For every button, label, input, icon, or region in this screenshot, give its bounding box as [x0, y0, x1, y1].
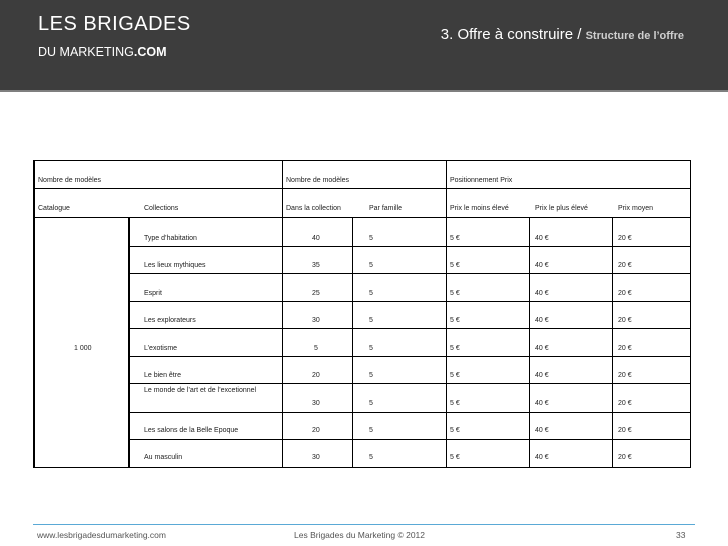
grid-line — [129, 356, 690, 357]
row-dans-collection: 30 — [312, 400, 320, 407]
brand-line2 — [38, 44, 191, 60]
grid-line — [446, 161, 447, 467]
row-prix-max: 40 € — [535, 345, 549, 352]
row-prix-max: 40 € — [535, 427, 549, 434]
row-dans-collection: 20 — [312, 427, 320, 434]
grid-line — [129, 412, 690, 413]
slide-title-main: 3. Offre à construire / — [440, 26, 586, 43]
row-par-famille: 5 — [369, 317, 373, 324]
row-prix-max: 40 € — [535, 454, 549, 461]
row-prix-moyen: 20 € — [618, 235, 632, 242]
row-dans-collection: 20 — [312, 372, 320, 379]
row-par-famille: 5 — [369, 454, 373, 461]
row-prix-max: 40 € — [535, 235, 549, 242]
row-prix-min: 5 € — [450, 235, 460, 242]
grid-line — [34, 161, 35, 467]
row-par-famille: 5 — [369, 290, 373, 297]
grid-line — [129, 246, 690, 247]
column-header-catalogue: Catalogue — [38, 205, 70, 212]
row-collection: Au masculin — [144, 454, 183, 461]
grid-line — [282, 161, 283, 467]
row-collection: Le monde de l’art et de l’excetionnel — [144, 387, 257, 394]
brand-line2-main: DU MARKETING — [38, 45, 134, 59]
slide-title-sub: Structure de l’offre — [585, 30, 684, 42]
footer-copyright: Les Brigades du Marketing © 2012 — [294, 530, 426, 540]
row-dans-collection: 25 — [312, 290, 320, 297]
grid-line — [34, 217, 690, 218]
brand-line1: LES BRIGADES — [38, 13, 191, 35]
row-par-famille: 5 — [369, 235, 373, 242]
row-prix-min: 5 € — [450, 427, 460, 434]
row-par-famille: 5 — [369, 345, 373, 352]
column-header-prix-min: Prix le moins élevé — [450, 205, 509, 212]
row-collection: Type d’habitation — [144, 235, 197, 242]
row-prix-moyen: 20 € — [618, 427, 632, 434]
footer-divider — [33, 524, 695, 525]
row-prix-max: 40 € — [535, 317, 549, 324]
row-collection: L’exotisme — [144, 345, 178, 352]
grid-line — [352, 217, 353, 467]
row-dans-collection: 35 — [312, 262, 320, 269]
catalogue-value: 1 000 — [74, 345, 92, 352]
slide-header — [0, 0, 728, 92]
brand-line2-bold: .COM — [133, 45, 167, 59]
row-collection: Les salons de la Belle Epoque — [144, 427, 239, 434]
grid-line — [612, 217, 613, 467]
column-header-dans-collection: Dans la collection — [286, 205, 341, 212]
row-par-famille: 5 — [369, 372, 373, 379]
row-dans-collection: 40 — [312, 235, 320, 242]
row-prix-min: 5 € — [450, 372, 460, 379]
grid-line — [129, 301, 690, 302]
row-prix-max: 40 € — [535, 372, 549, 379]
grid-line — [129, 439, 690, 440]
row-prix-moyen: 20 € — [618, 400, 632, 407]
grid-line — [529, 217, 530, 467]
grid-line — [129, 273, 690, 274]
row-dans-collection: 30 — [312, 454, 320, 461]
column-header-collections: Collections — [144, 205, 179, 212]
row-prix-min: 5 € — [450, 290, 460, 297]
row-collection: Esprit — [144, 290, 162, 297]
group-header-prix: Positionnement Prix — [450, 177, 513, 184]
row-collection: Les explorateurs — [144, 317, 196, 324]
row-prix-moyen: 20 € — [618, 345, 632, 352]
row-dans-collection: 30 — [312, 317, 320, 324]
page-number: 33 — [676, 530, 686, 540]
row-par-famille: 5 — [369, 427, 373, 434]
grid-line — [129, 383, 690, 384]
row-prix-min: 5 € — [450, 317, 460, 324]
footer-website[interactable]: www.lesbrigadesdumarketing.com — [37, 530, 166, 540]
grid-line — [34, 188, 690, 189]
row-prix-moyen: 20 € — [618, 290, 632, 297]
offer-structure-table — [33, 160, 691, 468]
grid-line — [129, 217, 130, 467]
group-header-catalogue: Nombre de modèles — [38, 177, 102, 184]
row-prix-min: 5 € — [450, 262, 460, 269]
row-prix-min: 5 € — [450, 400, 460, 407]
slide-title — [441, 26, 684, 43]
row-prix-max: 40 € — [535, 400, 549, 407]
row-prix-min: 5 € — [450, 454, 460, 461]
row-prix-moyen: 20 € — [618, 372, 632, 379]
row-dans-collection: 5 — [314, 345, 318, 352]
group-header-collection: Nombre de modèles — [286, 177, 350, 184]
row-prix-min: 5 € — [450, 345, 460, 352]
grid-line — [129, 328, 690, 329]
row-collection: Le bien être — [144, 372, 181, 379]
row-par-famille: 5 — [369, 400, 373, 407]
column-header-prix-max: Prix le plus élevé — [535, 205, 588, 212]
column-header-prix-moyen: Prix moyen — [618, 205, 654, 212]
brand-logo — [38, 12, 191, 60]
row-par-famille: 5 — [369, 262, 373, 269]
column-header-par-famille: Par famille — [369, 205, 403, 212]
row-prix-moyen: 20 € — [618, 317, 632, 324]
row-prix-moyen: 20 € — [618, 454, 632, 461]
row-prix-max: 40 € — [535, 262, 549, 269]
row-prix-moyen: 20 € — [618, 262, 632, 269]
row-prix-max: 40 € — [535, 290, 549, 297]
row-collection: Les lieux mythiques — [144, 262, 206, 269]
